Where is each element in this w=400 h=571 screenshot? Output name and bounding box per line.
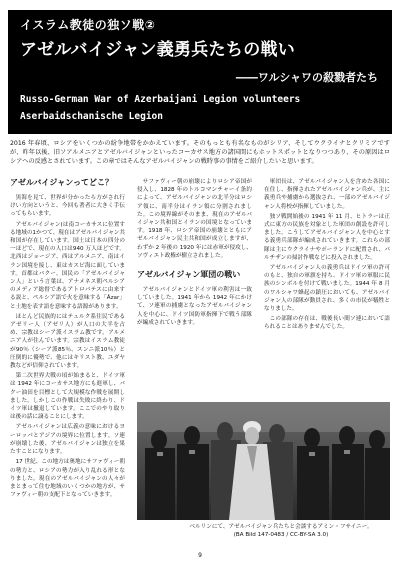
column-1 [10,178,125,501]
header-banner [8,10,392,134]
article-subtitle: ――ワルシャワの殺戮者たち [235,71,378,84]
body-paragraph: アゼルバイジャン(は南コーカサスに位置する地域の1かつて、現在はアゼルバイジャン共和国が存在しています。国土は日本の四分の一ほどで、現在の人口は940 万人ほどです。北西はジョージア、西はアルメニア、南はイラン国境を接し、東はカスピ海に面しています。首都はバクー。国民の「アゼルバイジャン人」という言葉は、アナメネス朝ペルシアのメディア総督であるアトロパテスに由来する説と、ペルシア語で火を意味する「Âzar」と土地を表す語を意味する語源があります。 [10,221,125,310]
column-2 [137,178,252,329]
section-heading: アゼルバイジャンってどこ？ [10,178,113,187]
lead-paragraph: 2016 年春頃、ロシアをいくつかの紛争地帯をかかえています。そのもっとも有名なものがシリア、そしてウクライナとクリミアですが、昨年以後、旧ソアルメニアとアゼルバイジャンといったコーカサス地方の諸国間にもホットスポットとなりつつあり、その原因はロシアへの反感とされています。この章ではそんなアゼルバイジャンの戦時事の事情をご紹介したいと思います。 [10,140,390,165]
article-title: アゼルバイジャン義勇兵たちの戦い [20,40,296,60]
body-paragraph: 黒海を見て、世界が分かったら方がされ行けい方向というと、今回も著者に大きく手伝ってもらいます。 [10,195,125,218]
photo-image [137,402,390,520]
caption-text: ベルリンにて、アゼルバイジャン兵たちと会談するアミン・フサイニー。 [189,524,373,530]
german-title: Aserbaidschanische Legion [20,111,163,122]
body-paragraph: 軍団長は、アゼルバイジャン人を含めた各国に在住し、指揮されたアゼルバイジャン兵が、主に義勇兵や捕虜から選抜され、一部のアゼルバイジャン人将校が指揮していました。 [264,179,390,210]
body-paragraph: サファヴィー朝の崩壊によりロシア帝国が侵入し、1828 年のトルコマンチャーイ条約によって、アゼルバイジャンの北半分はロシア領に、南半分はイラン領に分割されました。この境界線がそのまま、現在のアゼルバイジャン共和国とイランの国境となっています。1918 年、ロシア帝国の崩壊とともにアゼルバイジャン民主共和国が成立しますが、わずか 2 年後の 1920 年には赤軍が侵攻し、ソヴィエト政権が樹立されました。 [137,179,252,259]
photo-caption [172,523,390,539]
body-paragraph: ほとんど民族的にはテュルク系住民であるアゼリー人（アゼリ人）が人口の大半を占め、宗教はシーア派イスラム教です。アルメニア人が住んでいます。宗教はイスラム教徒が90％（シーア派85％、スンニ派10％）と圧倒的に優勢で、他にはキリスト教、ユダヤ教などが信仰されています。 [10,313,125,370]
body-paragraph: アゼルバイジャンとドイツ軍の利害は一致していました。1941 年から 1942 年にかけて、ソ連軍の捕虜となったアゼルバイジャン人を中心に、ドイツ国防軍指揮下で戦う部隊が編成されていきます。 [137,287,252,326]
body-paragraph: 独ソ戦開始後の 1941 年 11 月、ヒトラーは正式に東方の民族を対象とした軍団の創設を許可しました。こうしてアゼルバイジャン人を中心とする義勇兵部隊が編成されていきます。これらの部隊は主にウクライナやポーランドに配置され、パルチザンの掃討作戦などに投入されました。 [264,213,390,261]
series-label: イスラム教徒の独ソ戦② [20,18,156,32]
body-paragraph: この部隊の存在は、戦後長い間ソ連において語られることはありませんでした。 [264,316,390,331]
body-paragraph: 17 世紀、この地方は奥地にサファヴィー朝の勢力と、ロシアの勢力が入り乱れる形となりました。現在のアゼルバイジャンの人々がまとまって住む地域のいくつかの地方が、サファヴィー朝の支配下となっていきます。 [10,459,125,499]
english-title: Russo-German War of Azerbaijani Legion volunteers [20,94,301,105]
section-heading: アゼルバイジャン軍団の戦い [137,270,241,280]
column-3 [264,178,390,334]
body-paragraph: アゼルバイジャン人の義勇兵はドイツ軍の許可のもと、独自の軍旗を持ち、ドイツ軍の軍服に民族のシンボルを付けて戦いました。1944 年 8 月のワルシャワ蜂起の鎮圧においても、アゼルバイジャン人の部隊が動員され、多くの市民が犠牲となりました。 [264,265,390,313]
historical-photo [137,402,390,520]
body-paragraph: 第二次世界大戦の頃が始まると、ドイツ軍は 1942 年にコーカサス地方にも進軍し、バクー油田を目標として大規模な作戦を展開しました。しかしこの作戦は失敗に終わり、ドイツ軍は撤退しています。ここでのやり取りは後の話に譲ることにします。 [10,373,125,421]
body-paragraph: アゼルバイジャンは広義の意味におけるヨーロッパとアジアの境界に位置します。ソ連が崩壊した後、アゼルバイジャンは独立を果たすことになります。 [10,424,125,456]
caption-credit: (BA Bild 147-0483 / CC-BY-SA 3.0) [233,532,329,538]
page-number: 9 [198,552,202,559]
